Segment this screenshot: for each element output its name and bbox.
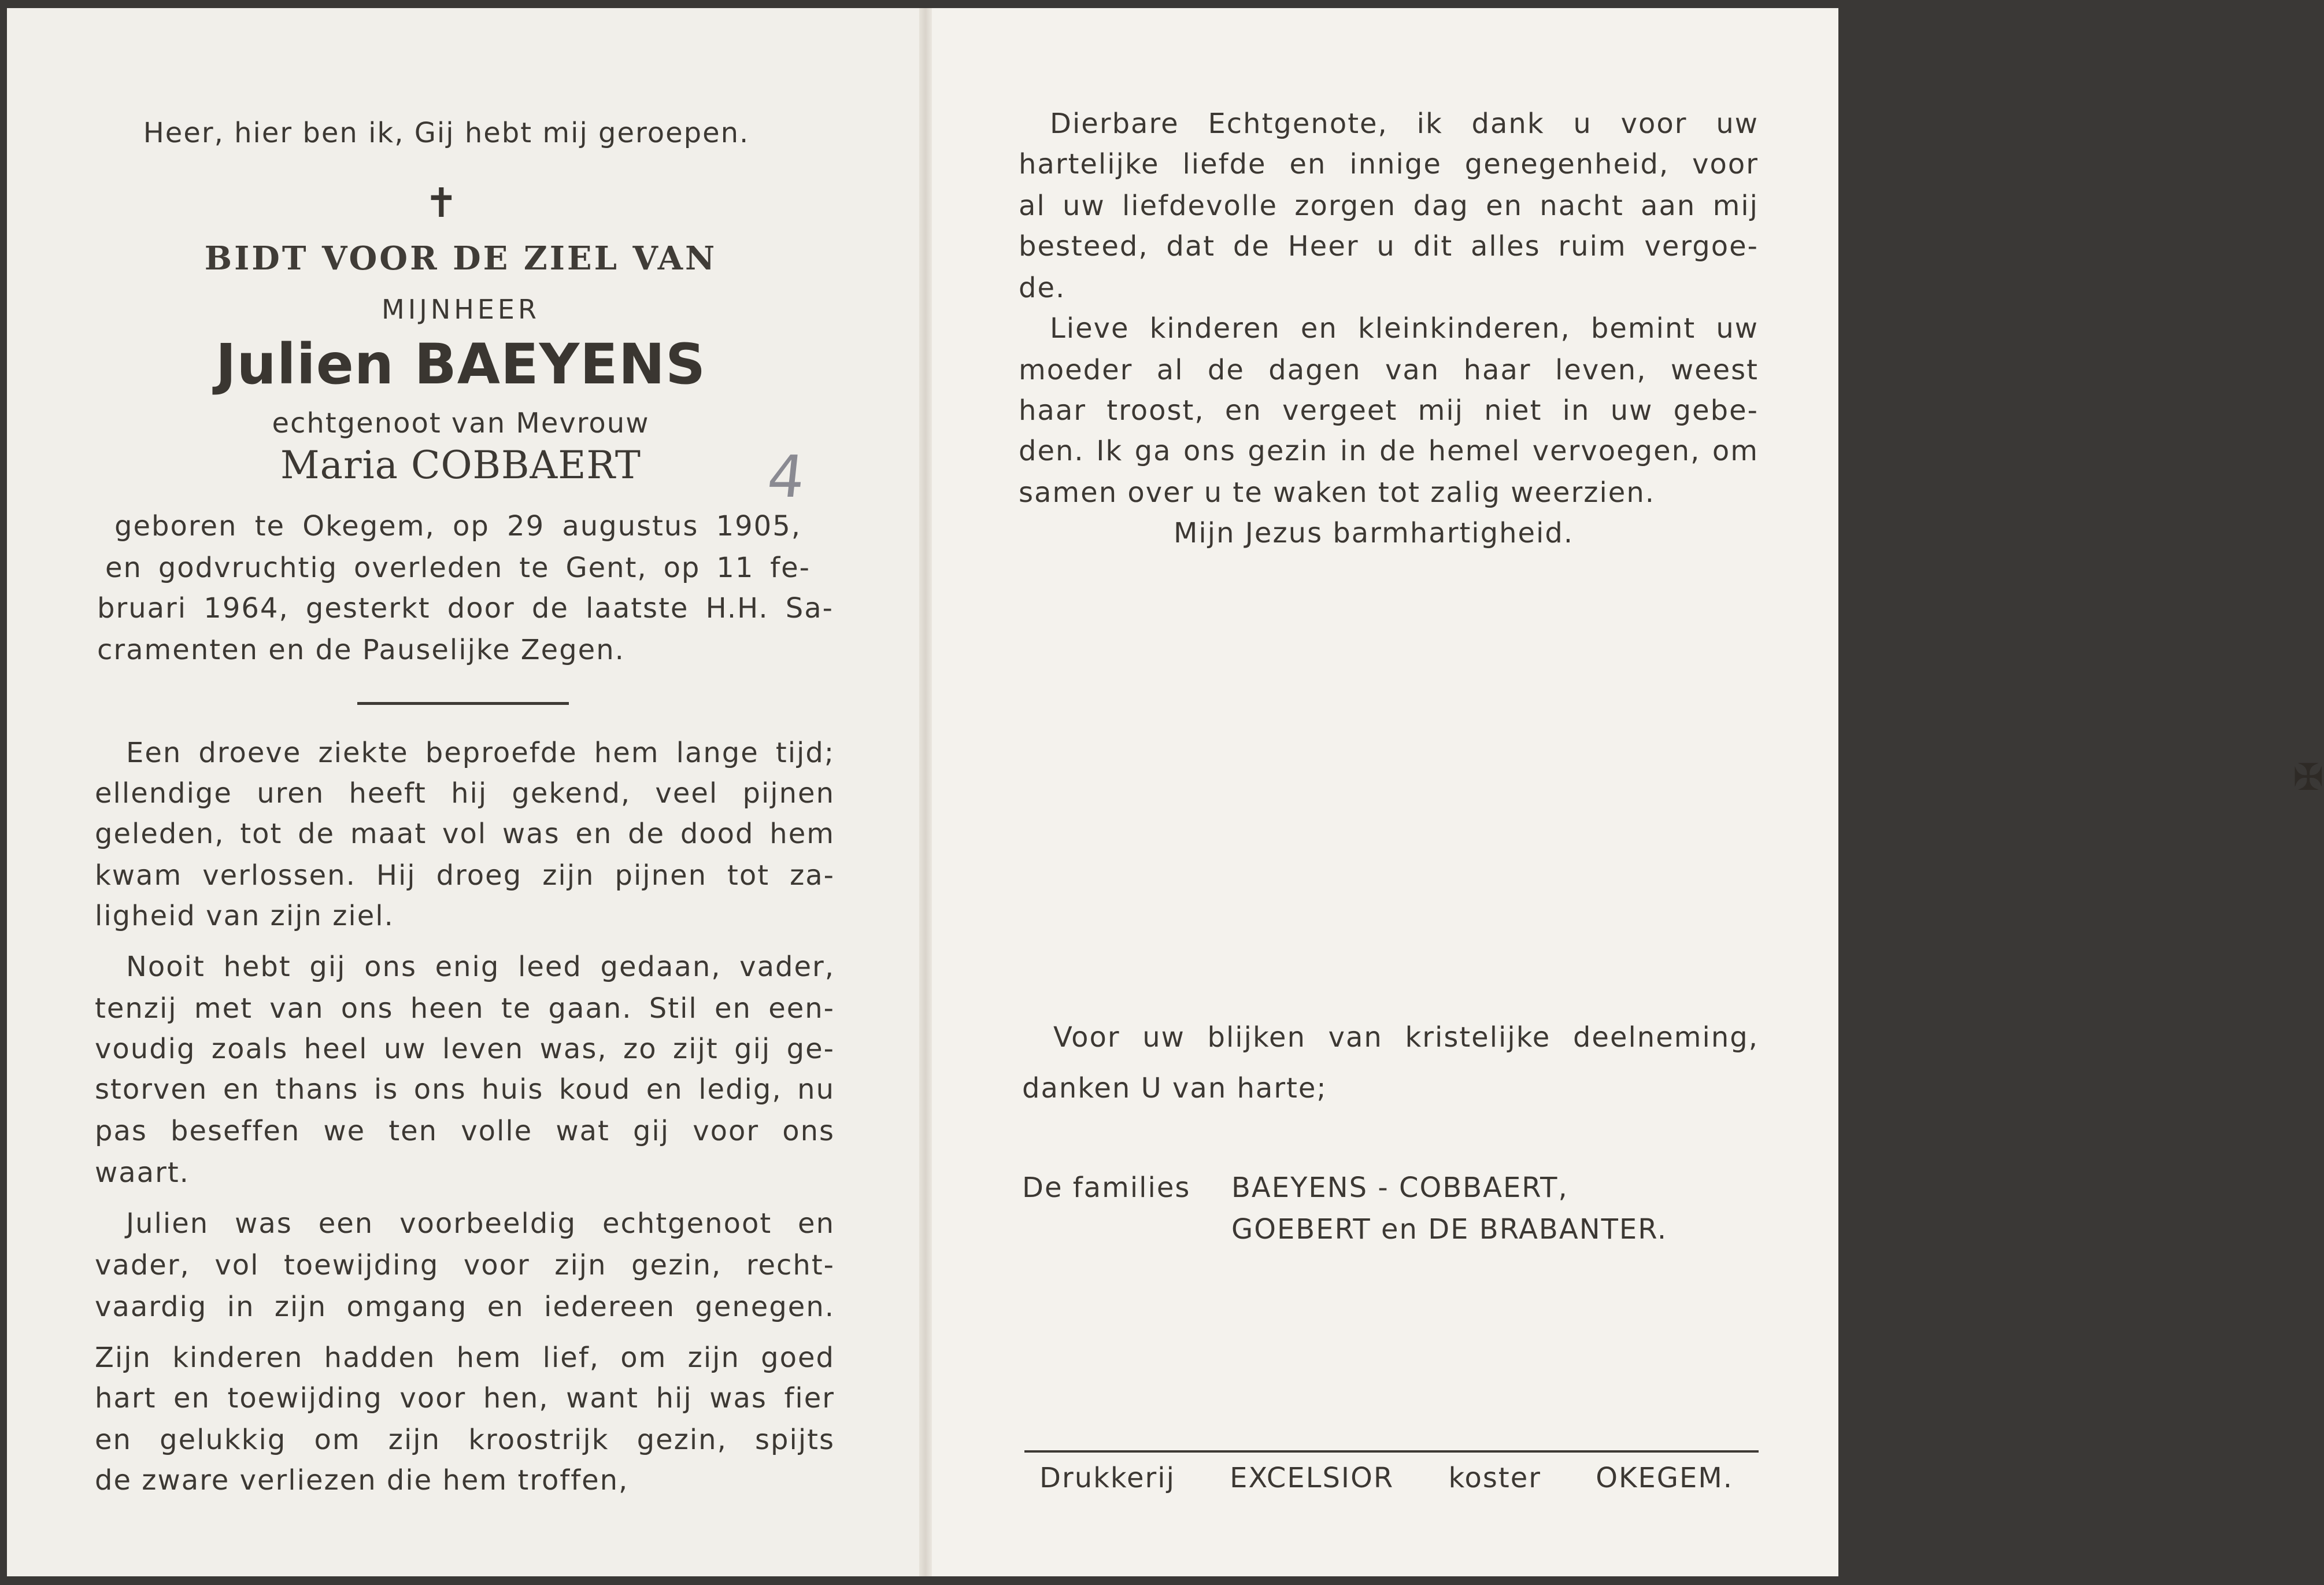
bio-line: bruari 1964, gesterkt door de laatste H.H. Sa- — [97, 592, 834, 625]
deceased-name: Julien BAEYENS — [215, 332, 706, 397]
cross-icon: ✝ — [424, 179, 458, 227]
memorial-card — [7, 8, 2324, 1576]
opening-prayer: Heer, hier ben ik, Gij hebt mij geroepen. — [143, 117, 750, 149]
bio-line: en godvruchtig overleden te Gent, op 11 fe- — [105, 552, 811, 584]
paragraph-line: de zware verliezen die hem troffen, — [95, 1464, 629, 1497]
thanks-line: Voor uw blijken van kristelijke deelneming, — [1053, 1021, 1759, 1054]
paragraph-line: ligheid van zijn ziel. — [95, 900, 394, 932]
paragraph-line: Zijn kinderen hadden hem lief, om zijn goed — [95, 1342, 835, 1374]
card-fold — [919, 8, 932, 1576]
maltese-cross-icon: ✠ — [2293, 756, 2324, 799]
families-label: De families — [1022, 1172, 1191, 1204]
paragraph-line: ellendige uren heeft hij gekend, veel pijnen — [95, 777, 835, 810]
paragraph-line: Nooit hebt gij ons enig leed gedaan, vader, — [126, 951, 835, 983]
paragraph-line: vaardig in zijn omgang en iedereen genegen. — [95, 1291, 835, 1323]
spouse-intro: echtgenoot van Mevrouw — [272, 407, 650, 439]
paragraph-line: Dierbare Echtgenote, ik dank u voor uw — [1050, 108, 1759, 140]
paragraph-line: Julien was een voorbeeldig echtgenoot en — [126, 1207, 835, 1240]
paragraph-line: de. — [1019, 272, 1066, 304]
paragraph-line: besteed, dat de Heer u dit alles ruim vergoe- — [1019, 230, 1759, 263]
paragraph-line: Lieve kinderen en kleinkinderen, bemint uw — [1050, 312, 1759, 345]
footer-rule — [1024, 1450, 1759, 1453]
paragraph-line: al uw liefdevolle zorgen dag en nacht aan mij — [1019, 190, 1759, 222]
paragraph-line: geleden, tot de maat vol was en de dood hem — [95, 818, 835, 850]
paragraph-line: haar troost, en vergeet mij niet in uw gebe- — [1019, 394, 1759, 427]
spouse-name: Maria COBBAERT — [280, 443, 641, 487]
printer-credit: Drukkerij EXCELSIOR koster OKEGEM. — [1039, 1462, 1733, 1494]
family-names: GOEBERT en DE BRABANTER. — [1231, 1213, 1668, 1246]
paragraph-line: storven en thans is ons huis koud en ledig, nu — [95, 1073, 835, 1106]
bio-line: cramenten en de Pauselijke Zegen. — [97, 634, 625, 666]
paragraph-line: den. Ik ga ons gezin in de hemel vervoegen, om — [1019, 435, 1759, 467]
honorific: MIJNHEER — [382, 294, 540, 325]
paragraph-line: moeder al de dagen van haar leven, weest — [1019, 354, 1759, 386]
paragraph-line: samen over u te waken tot zalig weerzien. — [1019, 476, 1656, 509]
section-divider — [357, 702, 569, 705]
paragraph-line: voudig zoals heel uw leven was, zo zijt gij ge- — [95, 1033, 835, 1065]
paragraph-line: tenzij met van ons heen te gaan. Stil en een- — [95, 992, 835, 1025]
bio-line: geboren te Okegem, op 29 augustus 1905, — [114, 510, 801, 542]
paragraph-line: kwam verlossen. Hij droeg zijn pijnen tot za- — [95, 859, 835, 892]
left-panel — [7, 8, 919, 1576]
paragraph-line: hart en toewijding voor hen, want hij was fier — [95, 1382, 835, 1414]
paragraph-line: Een droeve ziekte beproefde hem lange tijd; — [126, 737, 835, 769]
prayer-heading: BIDT VOOR DE ZIEL VAN — [204, 239, 717, 278]
handwritten-mark: 4 — [764, 443, 808, 511]
paragraph-line: hartelijke liefde en innige genegenheid, voor — [1019, 148, 1759, 180]
thanks-line: danken U van harte; — [1022, 1072, 1327, 1104]
paragraph-line: pas beseffen we ten volle wat gij voor ons — [95, 1115, 835, 1147]
paragraph-line: vader, vol toewijding voor zijn gezin, recht- — [95, 1249, 835, 1281]
family-names: BAEYENS - COBBAERT, — [1231, 1172, 1568, 1204]
invocation: Mijn Jezus barmhartigheid. — [1174, 517, 1574, 549]
right-panel — [932, 8, 2324, 1576]
paragraph-line: waart. — [95, 1157, 190, 1189]
paragraph-line: en gelukkig om zijn kroostrijk gezin, spijts — [95, 1424, 835, 1456]
